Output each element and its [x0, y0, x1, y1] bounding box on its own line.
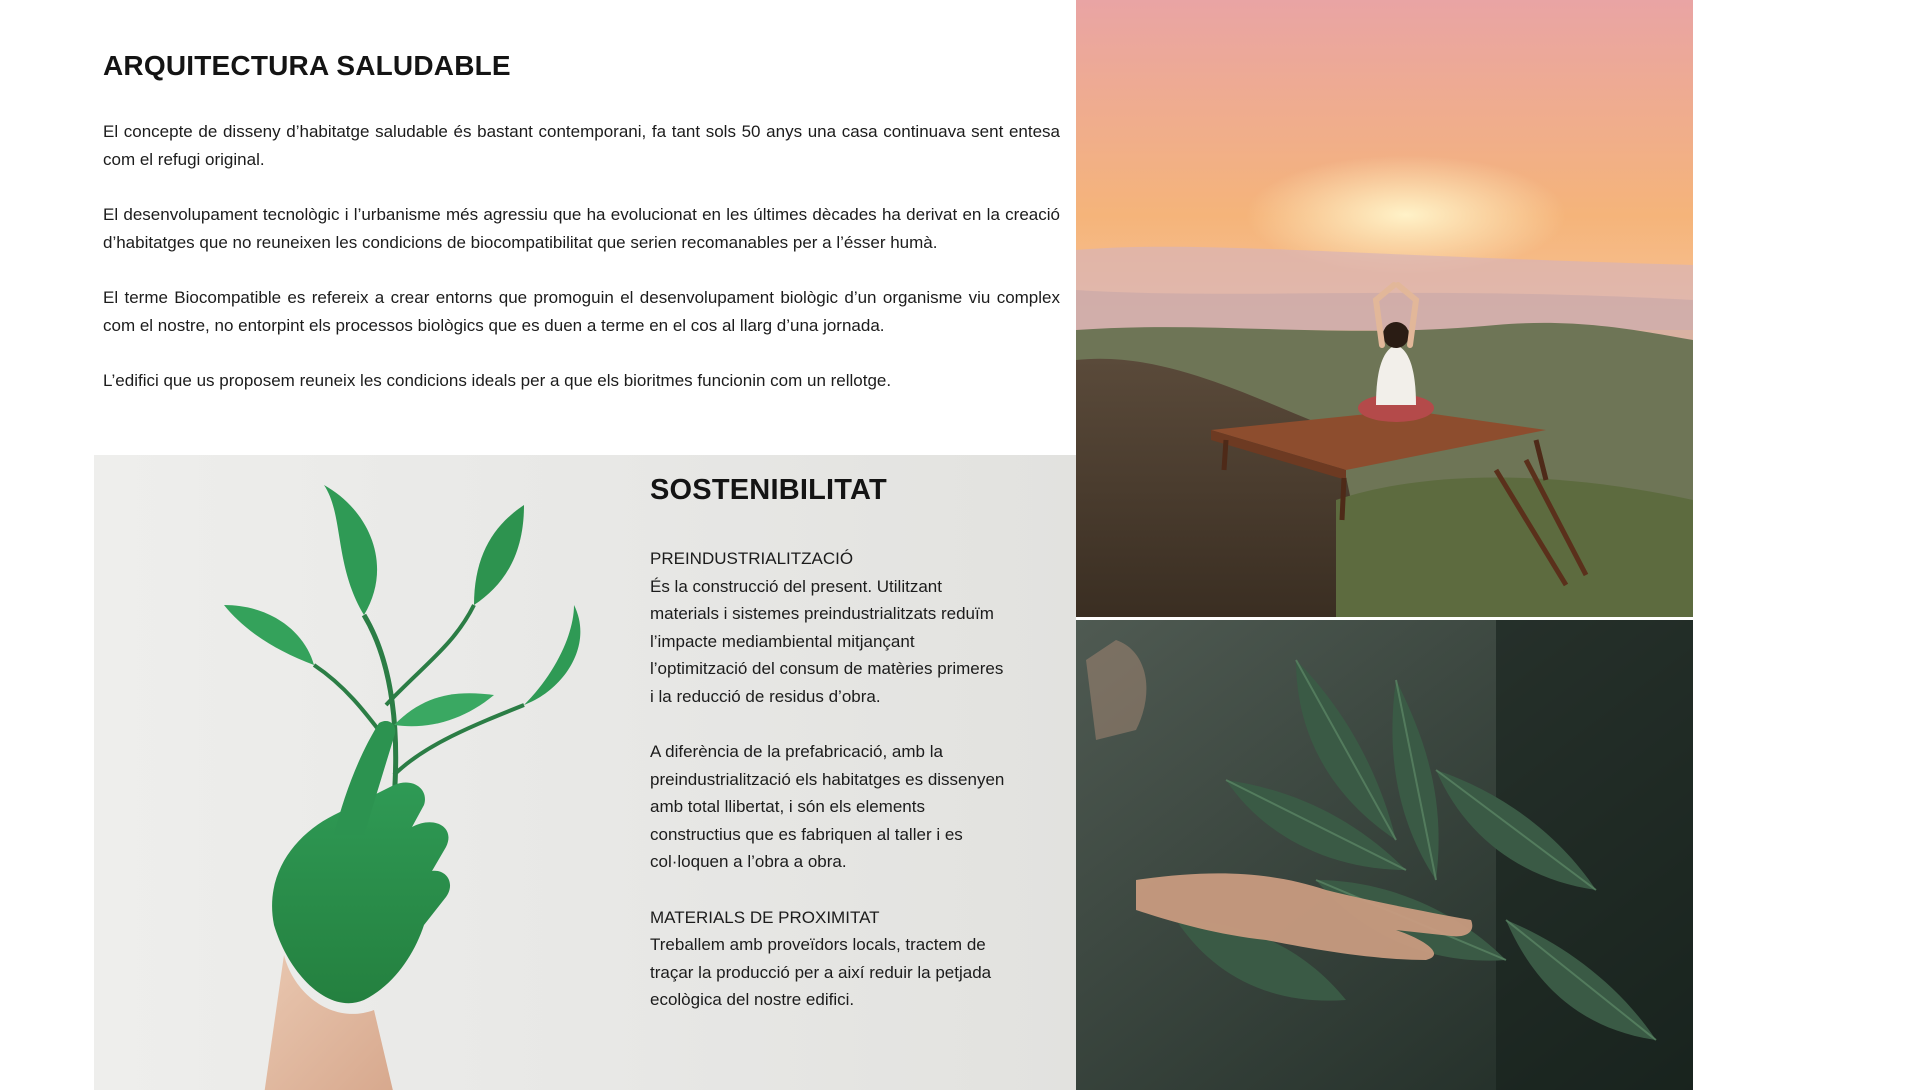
yoga-photo	[1076, 0, 1693, 617]
local-text: Treballem amb proveïdors locals, tractem de traçar la producció per a així reduir la petjada ecològica del nostre edifici.	[650, 935, 992, 1009]
sustainability-text	[650, 545, 1010, 1042]
local-heading: MATERIALS DE PROXIMITAT	[650, 907, 880, 927]
prefab-heading: PREINDUSTRIALITZACIÓ	[650, 549, 854, 568]
healthy-paragraph: El terme Biocompatible es refereix a crear entorns que promoguin el desenvolupament biològic d’un organisme viu complex com el nostre, no entorpint els processos biològics que es duen a terme en el cos al llarg d’una jornada.	[103, 288, 1060, 335]
sustainability-title: SOSTENIBILITAT	[650, 474, 887, 506]
healthy-paragraph: L’edifici que us proposem reuneix les condicions ideals per a que els bioritmes funcionin com un rellotge.	[103, 371, 892, 390]
healthy-paragraph: El desenvolupament tecnològic i l’urbanisme més agressiu que ha evolucionat en les últimes dècades ha derivat en la creació d’habitatges que no reuneixen les condicions de biocompatibilitat que serien recomanables per a l’ésser humà.	[103, 205, 1060, 252]
healthy-title: ARQUITECTURA SALUDABLE	[103, 50, 511, 81]
fern-photo	[1076, 620, 1693, 1090]
prefab-text-2: A diferència de la prefabricació, amb la preindustrialització els habitatges es dissenyen amb total llibertat, i són els elements constructius que es fabriquen al taller i es col·loquen a l’obra a obra.	[650, 742, 1005, 871]
healthy-text	[103, 118, 1060, 423]
prefab-block	[650, 545, 1010, 710]
local-block	[650, 904, 1010, 1014]
prefab-text: És la construcció del present. Utilitzant materials i sistemes preindustrialitzats reduïm l’impacte mediambiental mitjançant l’optimització del consum de matèries primeres i la reducció de residus d’obra.	[650, 576, 1004, 706]
healthy-paragraph: El concepte de disseny d’habitatge saludable és bastant contemporani, fa tant sols 50 anys una casa continuava sent entesa com el refugi original.	[103, 122, 1060, 169]
